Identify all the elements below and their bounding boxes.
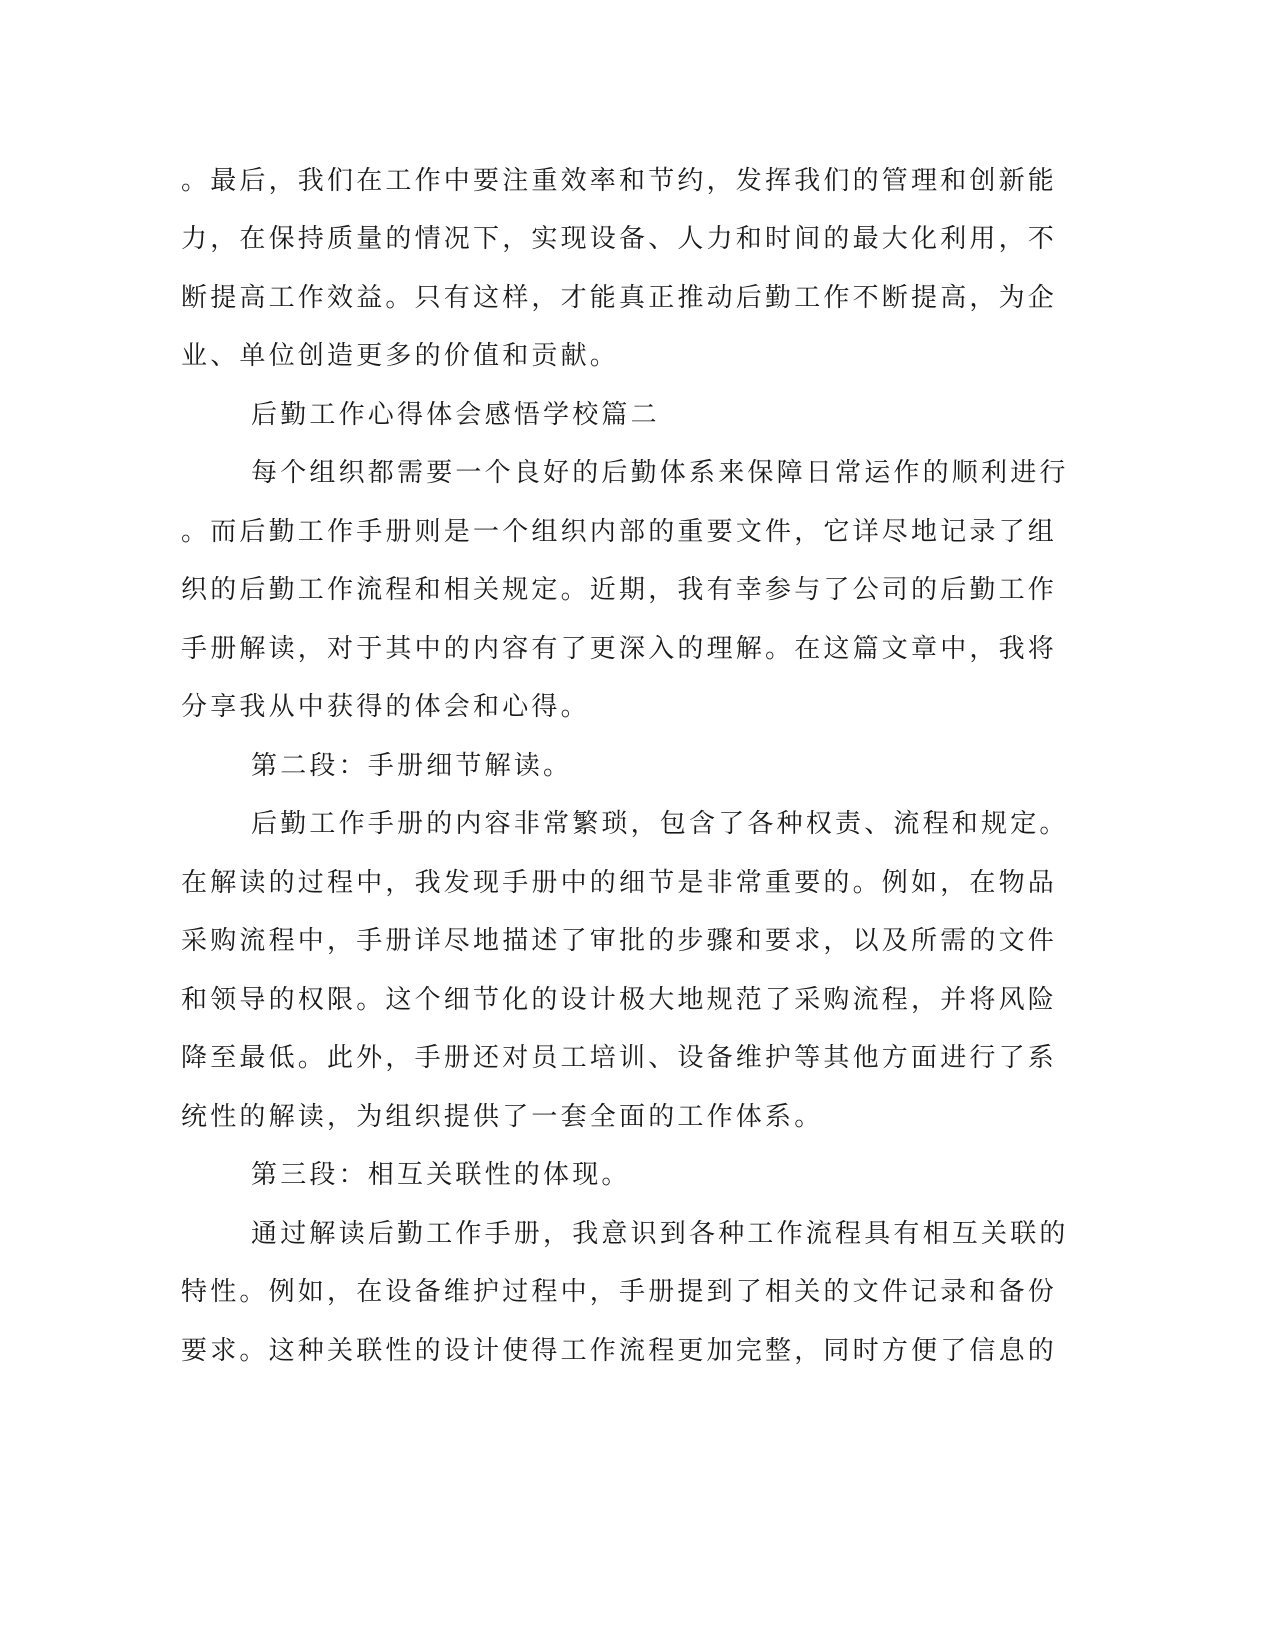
text-line: 。而后勤工作手册则是一个组织内部的重要文件，它详尽地记录了组	[181, 517, 1058, 547]
text-line: 每个组织都需要一个良好的后勤体系来保障日常运作的顺利进行	[251, 458, 1069, 488]
text-line: 业、单位创造更多的价值和贡献。	[181, 341, 620, 371]
text-line: 后勤工作手册的内容非常繁琐，包含了各种权责、流程和规定。	[251, 809, 1069, 839]
text-line: 特性。例如，在设备维护过程中，手册提到了相关的文件记录和备份	[181, 1277, 1058, 1307]
text-line: 手册解读，对于其中的内容有了更深入的理解。在这篇文章中，我将	[181, 634, 1058, 664]
text-line: 降至最低。此外，手册还对员工培训、设备维护等其他方面进行了系	[181, 1043, 1058, 1073]
text-line: 通过解读后勤工作手册，我意识到各种工作流程具有相互关联的	[251, 1219, 1069, 1249]
text-line: 在解读的过程中，我发现手册中的细节是非常重要的。例如，在物品	[181, 868, 1058, 898]
text-line: 和领导的权限。这个细节化的设计极大地规范了采购流程，并将风险	[181, 985, 1058, 1015]
text-line: 。最后，我们在工作中要注重效率和节约，发挥我们的管理和创新能	[181, 166, 1058, 196]
text-line: 采购流程中，手册详尽地描述了审批的步骤和要求，以及所需的文件	[181, 926, 1058, 956]
text-line: 断提高工作效益。只有这样，才能真正推动后勤工作不断提高，为企	[181, 283, 1058, 313]
section-heading: 后勤工作心得体会感悟学校篇二	[251, 400, 660, 430]
text-line: 力，在保持质量的情况下，实现设备、人力和时间的最大化利用，不	[181, 224, 1058, 254]
text-line: 统性的解读，为组织提供了一套全面的工作体系。	[181, 1102, 824, 1132]
section-heading: 第三段：相互关联性的体现。	[251, 1160, 631, 1190]
text-line: 分享我从中获得的体会和心得。	[181, 692, 590, 722]
text-line: 织的后勤工作流程和相关规定。近期，我有幸参与了公司的后勤工作	[181, 575, 1058, 605]
section-heading: 第二段：手册细节解读。	[251, 751, 573, 781]
text-line: 要求。这种关联性的设计使得工作流程更加完整，同时方便了信息的	[181, 1336, 1058, 1366]
